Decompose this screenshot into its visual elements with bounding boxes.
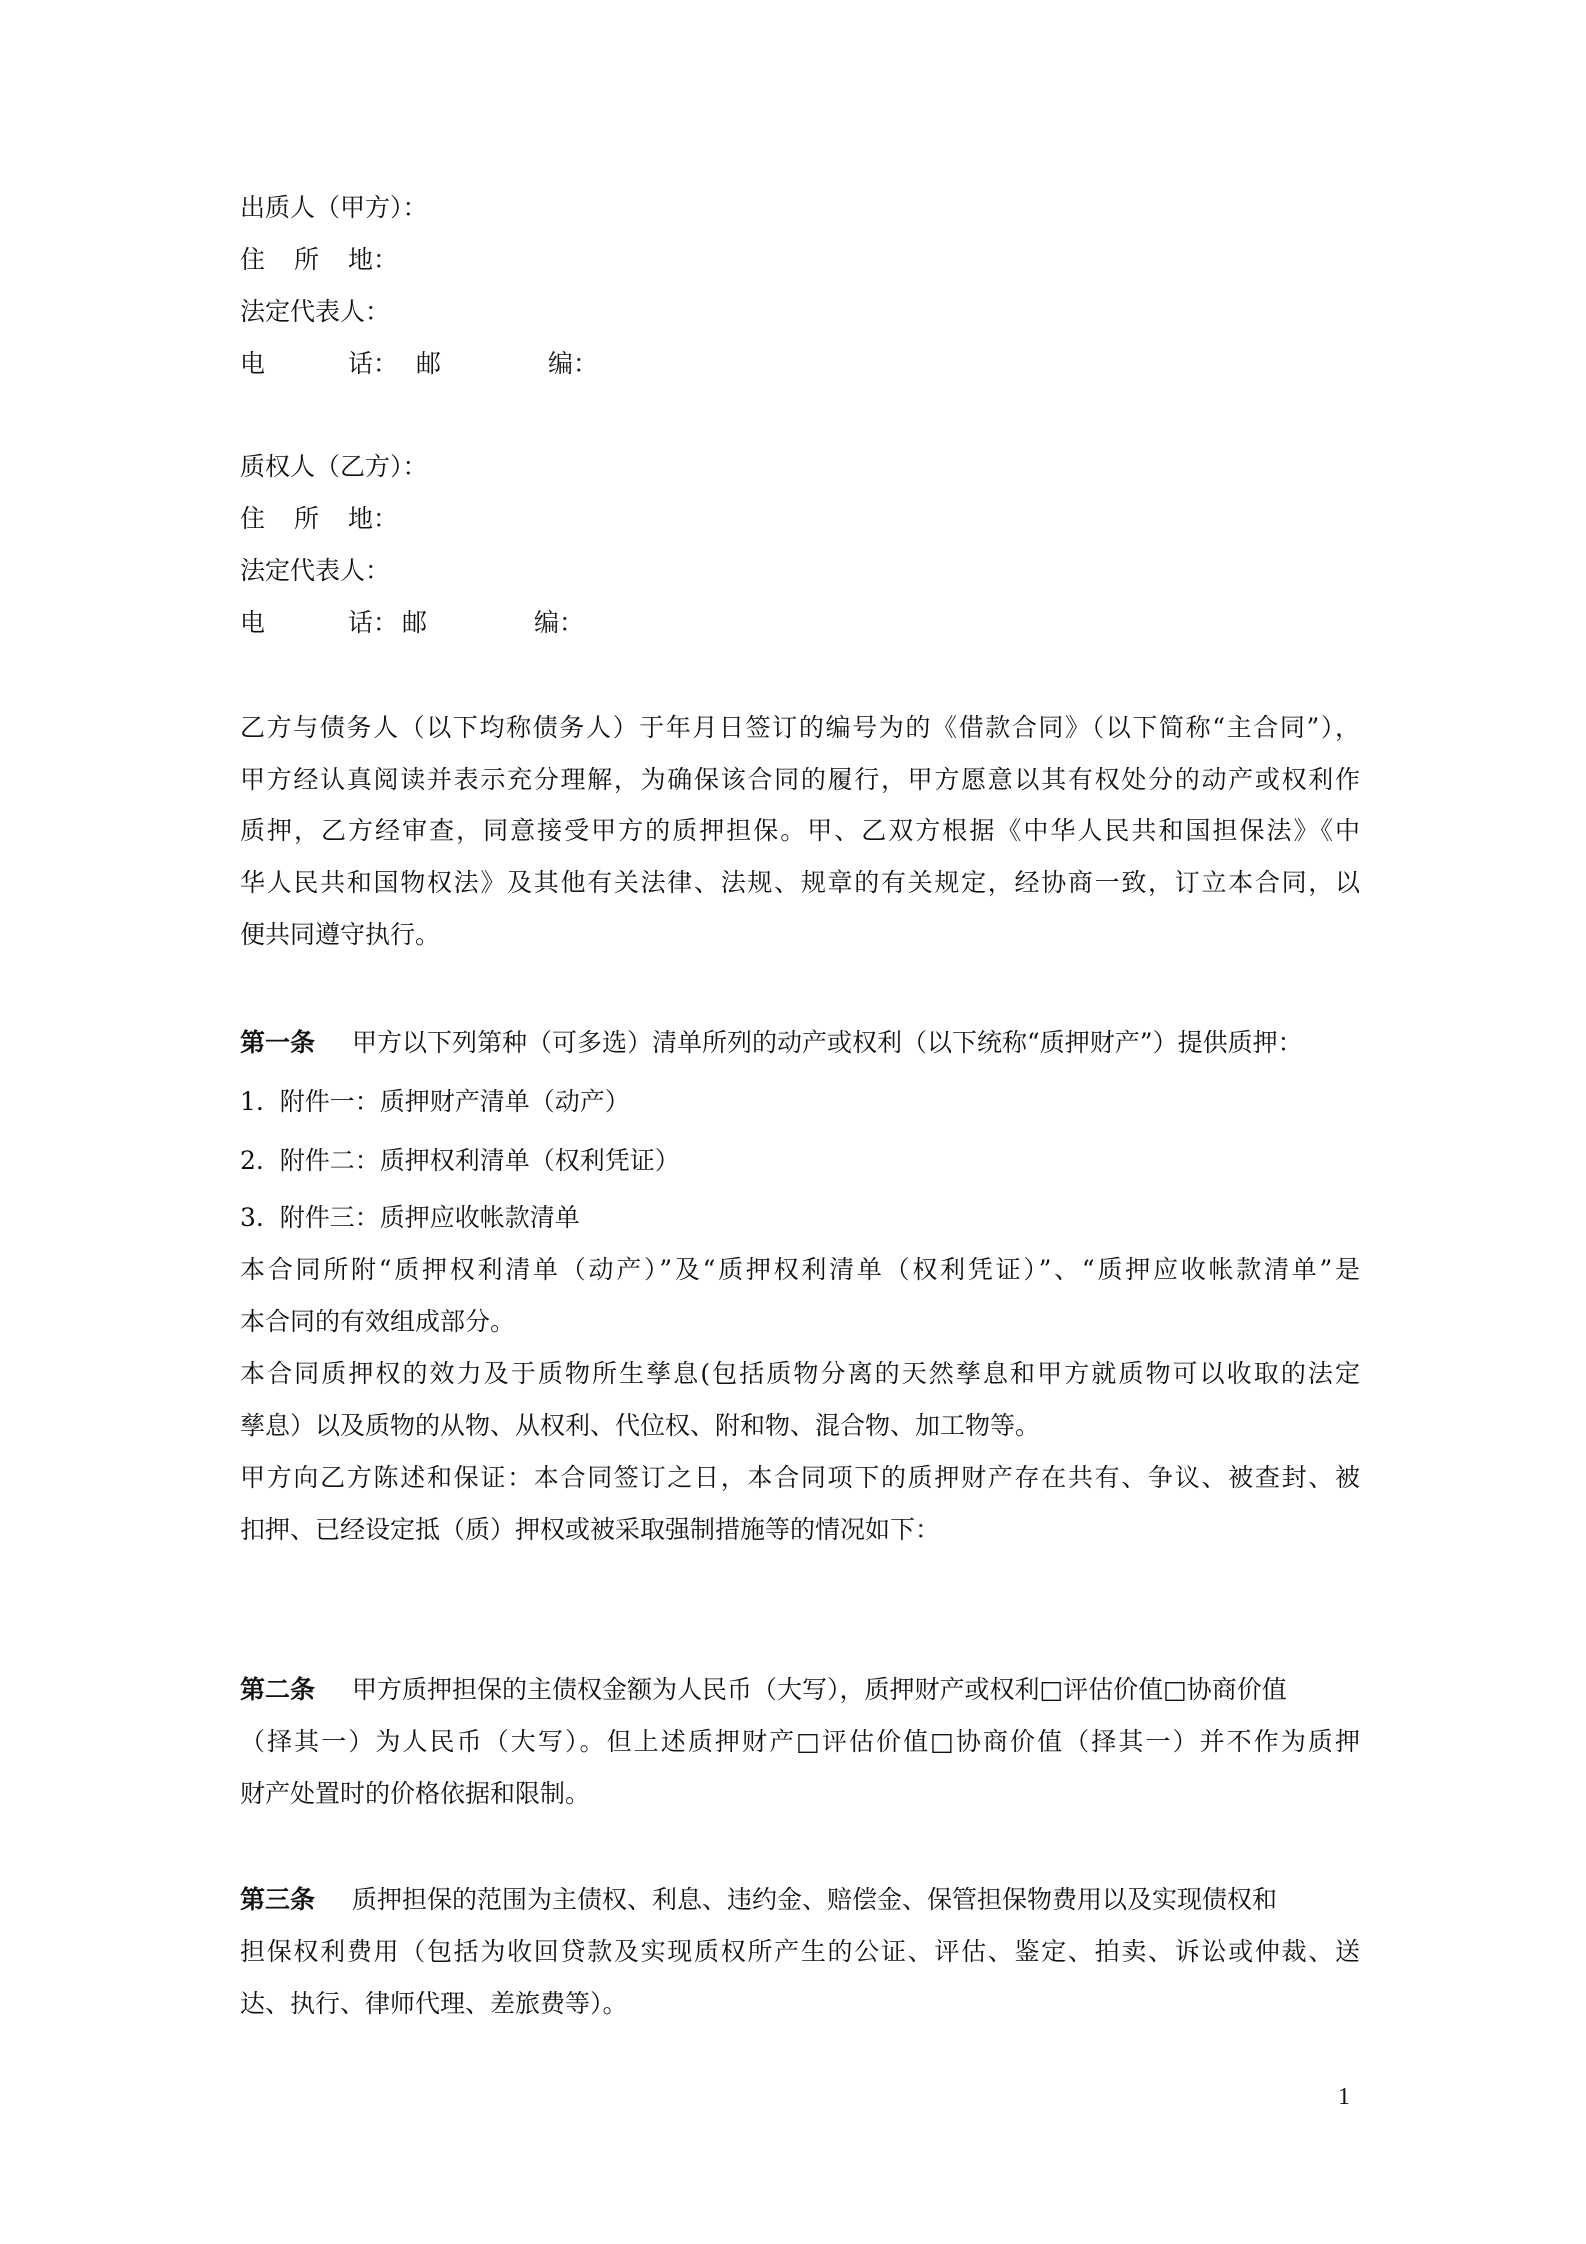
article-3-intro <box>240 1883 1360 1917</box>
article-1-line: 本合同的有效组成部分。 <box>240 1307 516 1336</box>
article-1-heading: 第一条 <box>240 1028 316 1057</box>
postcode-label-a: 邮 <box>416 349 442 378</box>
article-1-line: 甲方向乙方陈述和保证：本合同签订之日，本合同项下的质押财产存在共有、争议、被查封、被 <box>240 1463 1360 1492</box>
address-char: 地： <box>348 245 399 274</box>
party-a-title: 出质人（甲方）： <box>240 193 428 222</box>
article-1-text: 甲方以下列第种（可多选）清单所列的动产或权利（以下统称“质押财产”）提供质押： <box>352 1028 1303 1057</box>
party-a-legal-rep-label: 法定代表人： <box>240 297 391 326</box>
preamble-line: 华人民共和国物权法》及其他有关法律、法规、规章的有关规定，经协商一致，订立本合同，以 <box>240 868 1360 897</box>
address-char: 住 <box>240 245 266 274</box>
attachment-item: 2. 附件二：质押权利清单（权利凭证） <box>240 1146 680 1175</box>
attachment-item: 3. 附件三：质押应收帐款清单 <box>240 1203 580 1232</box>
preamble-line: 甲方经认真阅读并表示充分理解，为确保该合同的履行，甲方愿意以其有权处分的动产或权利作 <box>240 765 1360 794</box>
article-1-line: 本合同所附“质押权利清单（动产）”及“质押权利清单（权利凭证）”、“质押应收帐款清单”是 <box>240 1255 1360 1284</box>
page-number: 1 <box>1338 2084 1350 2110</box>
party-b-address-label <box>240 502 398 536</box>
article-2-intro <box>240 1673 1360 1707</box>
phone-label-b: 话： <box>348 608 399 637</box>
article-3-text: 质押担保的范围为主债权、利息、违约金、赔偿金、保管担保物费用以及实现债权和 <box>352 1885 1278 1914</box>
preamble-line: 质押，乙方经审查，同意接受甲方的质押担保。甲、乙双方根据《中华人民共和国担保法》《中 <box>240 816 1360 845</box>
party-a-phone-postcode <box>240 347 598 381</box>
article-1-intro <box>240 1026 1360 1060</box>
address-char: 住 <box>240 504 266 533</box>
preamble-line: 乙方与债务人（以下均称债务人）于年月日签订的编号为的《借款合同》（以下简称“主合同”）， <box>240 713 1360 742</box>
article-3-heading: 第三条 <box>240 1885 316 1914</box>
article-1-line: 扣押、已经设定抵（质）押权或被采取强制措施等的情况如下： <box>240 1515 941 1544</box>
address-char: 地： <box>348 504 399 533</box>
postcode-label-b: 编： <box>548 349 599 378</box>
preamble-line: 便共同遵守执行。 <box>240 920 441 949</box>
party-a-address-label <box>240 243 398 277</box>
article-2-text: 甲方质押担保的主债权金额为人民币（大写），质押财产或权利□评估价值□协商价值 <box>352 1675 1287 1704</box>
attachment-item: 1. 附件一：质押财产清单（动产） <box>240 1087 630 1116</box>
article-2-heading: 第二条 <box>240 1675 316 1704</box>
phone-label-b: 话： <box>348 349 399 378</box>
postcode-label-b: 编： <box>534 608 585 637</box>
phone-label-a: 电 <box>240 349 266 378</box>
party-b-phone-postcode <box>240 606 584 640</box>
article-1-line: 孳息）以及质物的从物、从权利、代位权、附和物、混合物、加工物等。 <box>240 1411 1041 1440</box>
article-2-line: 财产处置时的价格依据和限制。 <box>240 1779 591 1808</box>
article-3-line: 达、执行、律师代理、差旅费等）。 <box>240 1989 628 2018</box>
postcode-label-a: 邮 <box>402 608 428 637</box>
party-b-title: 质权人（乙方）： <box>240 452 428 481</box>
party-b-legal-rep-label: 法定代表人： <box>240 556 391 585</box>
article-1-line: 本合同质押权的效力及于质物所生孳息(包括质物分离的天然孳息和甲方就质物可以收取的法定 <box>240 1359 1360 1388</box>
article-3-line: 担保权利费用（包括为收回贷款及实现质权所产生的公证、评估、鉴定、拍卖、诉讼或仲裁、送 <box>240 1937 1360 1966</box>
address-char: 所 <box>294 504 320 533</box>
address-char: 所 <box>294 245 320 274</box>
phone-label-a: 电 <box>240 608 266 637</box>
article-2-line: （择其一）为人民币（大写）。但上述质押财产□评估价值□协商价值（择其一）并不作为质押 <box>240 1727 1360 1756</box>
